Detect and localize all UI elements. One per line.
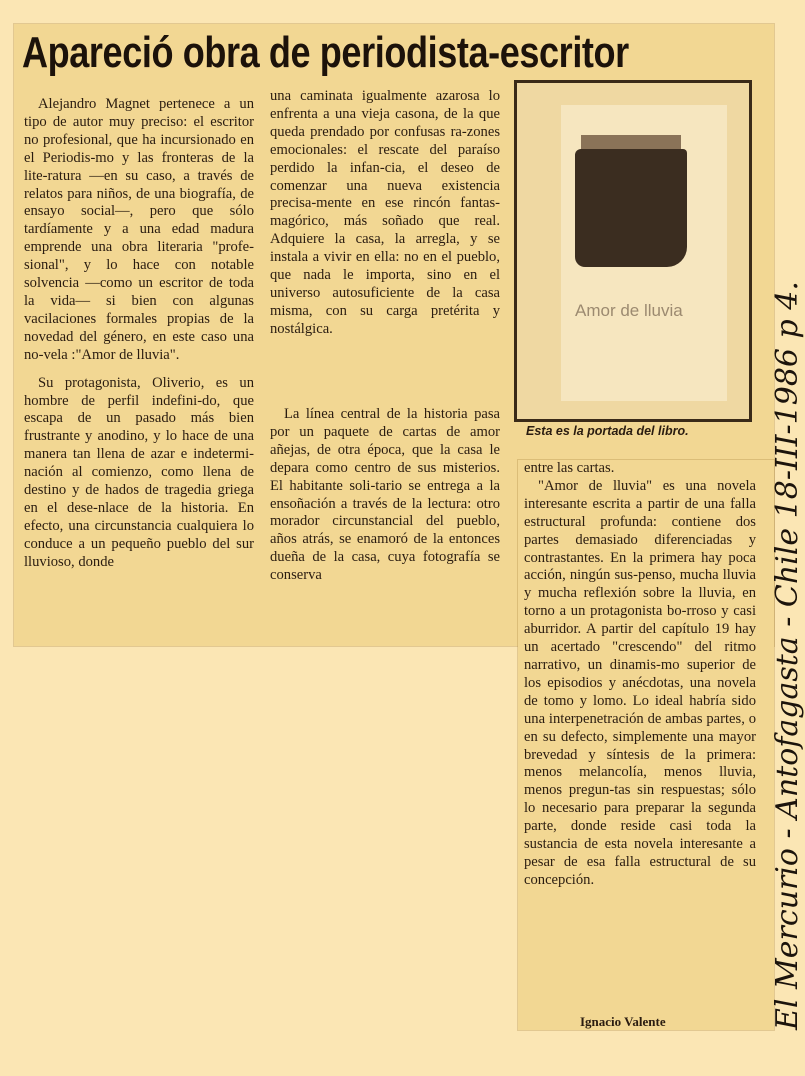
paragraph: Su protagonista, Oliverio, es un hombre de perfil indefini-do, que escapa de un pasado más bien frustrante y anodino, y lo hace de una manera tan llena de azar e indetermi-nación al comienzo, como llena de destino y de hados de tragedia griega en el dese-nlace de la historia. En efecto, una circunstancia cualquiera lo conduce a un pequeño pueblo del sur lluvioso, donde (24, 374, 254, 570)
article-column-2 (270, 88, 500, 339)
book-cover-photo (514, 80, 752, 422)
paragraph: Alejandro Magnet pertenece a un tipo de autor muy preciso: el escritor no profesional, que ha incursionado en el Periodis-mo y las fronteras de la lite-ratura —en su caso, a través de relatos para niños, de una biografía, de ensayo social—, pero que sólo tardíamente y a una edad madura emprende una obra literaria "profe-sional", y lo hace con notable solvencia —como un escritor de toda la vida— si bien con algunas vacilaciones formales propias de la novedad del género, en este caso una no-vela :"Amor de lluvia". (24, 96, 254, 363)
headline: Apareció obra de periodista-escritor (22, 28, 629, 77)
paragraph: La línea central de la historia pasa por un paquete de cartas de amor añejas, de otra época, que la casa le depara como centro de sus misterios. El habitante soli-tario se entrega a la ensoñación a través de la lectura: otro morador circunstancial del pueblo, años atrás, se enamoró de la entonces dueña de la casa, cuya fotografía se conserva (270, 406, 500, 584)
article-column-1 (24, 96, 254, 572)
article-column-3 (524, 460, 756, 890)
photo-caption: Esta es la portada del libro. (526, 424, 689, 438)
byline: Ignacio Valente (580, 1014, 666, 1029)
cover-artwork (575, 149, 687, 267)
book-title: Amor de lluvia (575, 301, 683, 320)
article-column-2-lower (270, 406, 500, 585)
paragraph: una caminata igualmente azarosa lo enfrenta a una vieja casona, de la que queda prendado por confusas ra-zones emocionales: el rescate del paraíso perdido la infan-cia, el deseo de comenzar una nueva existencia precisa-mente en ese rincón fantas-magórico, más soñado que real. Adquiere la casa, la arregla, y se instala a vivir en ella: no en el pueblo, que nada le importa, sino en el universo autosuficiente de la casa misma, con su carga pretérita y nostálgica. (270, 88, 500, 337)
paragraph: "Amor de lluvia" es una novela interesante escrita a partir de una falla estructural profunda: contiene dos partes demasiado diferenciadas y contrastantes. En la primera hay poca acción, ningún sus-penso, mucha lluvia y mucha reflexión sobre la lluvia, en torno a un protagonista bo-rroso y casi aburridor. A partir del capítulo 19 hay un acertado "crescendo" del ritmo narrativo, un dinamis-mo superior de los episodios y anécdotas, una novela de tomo y lomo. Lo ideal habría sido una interpenetración de ambas partes, o en su defecto, simplemente una mayor brevedad y síntesis de la primera: menos melancolía, menos lluvia, menos pregun-tas sin respuestas; sólo lo necesario para preparar la segunda parte, donde reside casi toda la sustancia de esta novela interesante a pesar de esa falla estructural de su concepción. (524, 477, 756, 888)
handwritten-annotation: El Mercurio - Antofagasta - Chile 18-III-1986 p 4. (770, 281, 805, 1030)
paragraph: entre las cartas. (524, 460, 615, 476)
book-cover (561, 105, 727, 401)
